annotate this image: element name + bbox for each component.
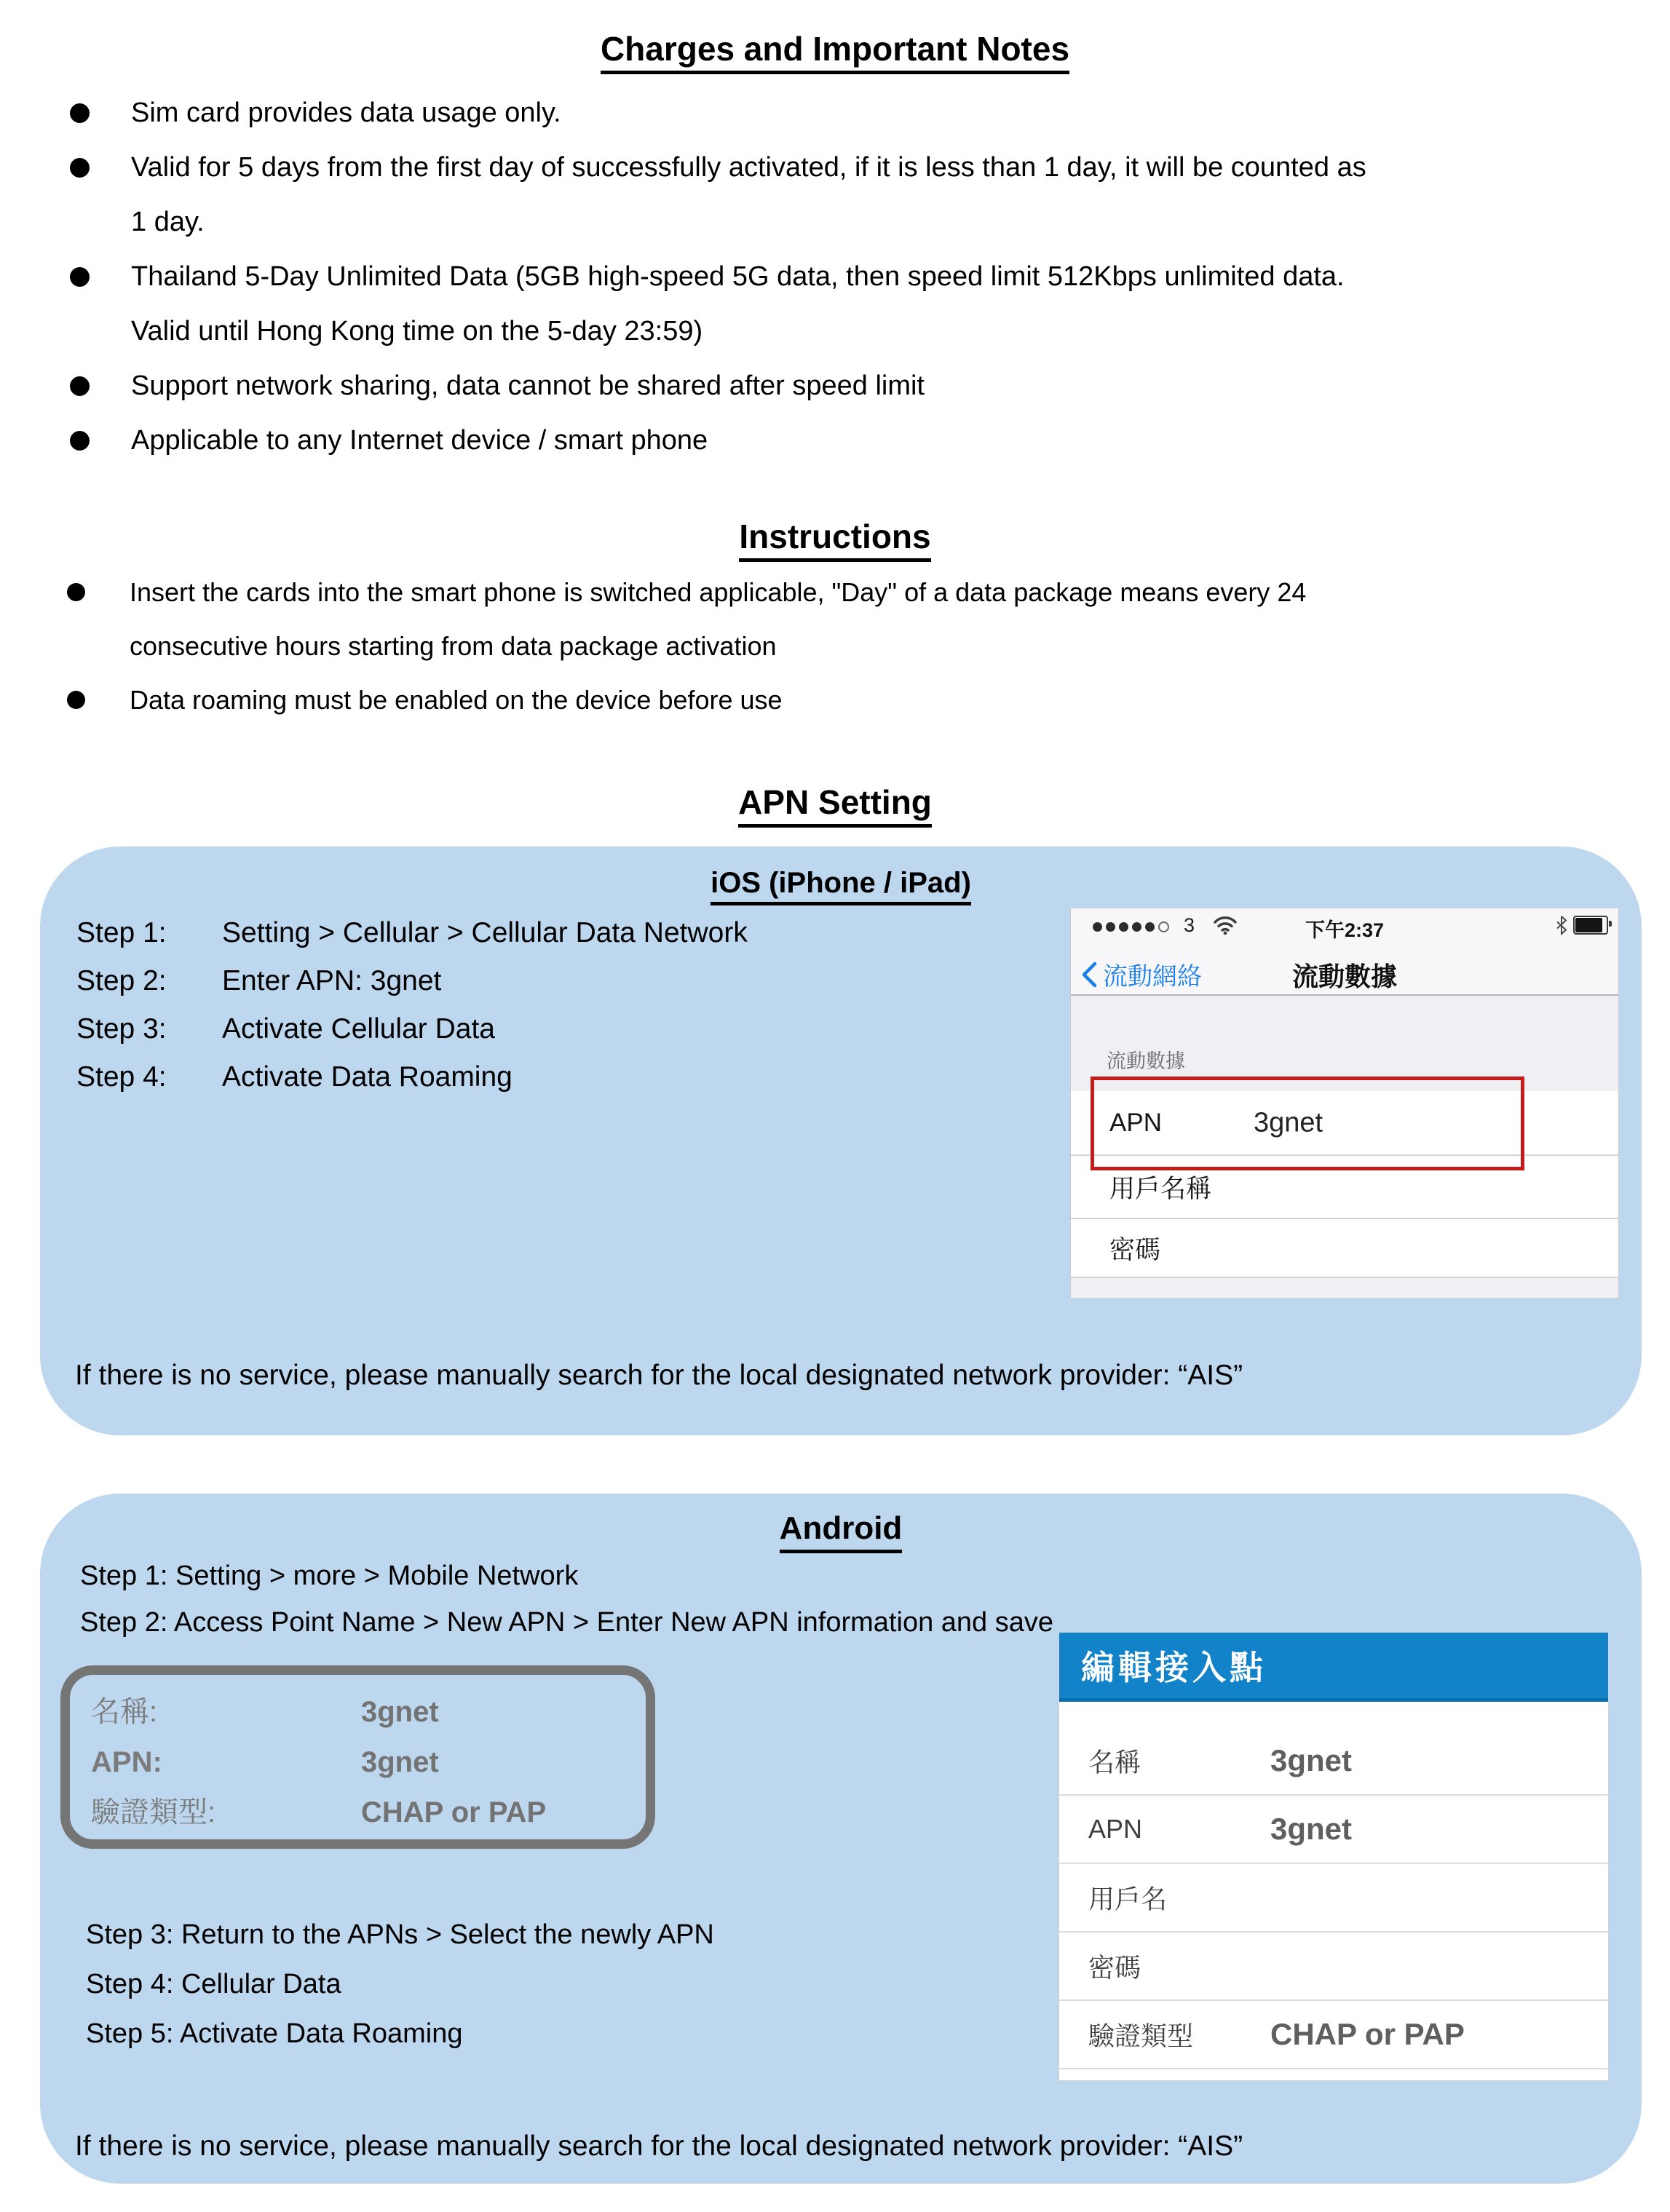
table-row-password	[1059, 1932, 1608, 2001]
charges-bullet-list	[0, 86, 1670, 468]
instructions-section	[0, 517, 1670, 562]
ios-nav-bar	[1071, 946, 1618, 996]
step-text: Step 1: Setting > more > Mobile Network	[80, 1561, 579, 1591]
apn-info-row	[70, 1687, 646, 1737]
table-row-password	[1071, 1219, 1618, 1278]
android-steps-bottom	[86, 1910, 714, 2058]
bullet-text: Insert the cards into the smart phone is switched applicable, "Day" of a data package means every 24	[130, 577, 1307, 607]
no-service-note: If there is no service, please manually search for the local designated network provider: “AIS”	[75, 2130, 1243, 2162]
apn-info-value: CHAP or PAP	[361, 1796, 547, 1828]
step-text: Step 2: Access Point Name > New APN > Enter New APN information and save	[80, 1607, 1053, 1638]
apn-info-row	[70, 1788, 646, 1838]
apn-setting-title: APN Setting	[738, 782, 932, 828]
step-text: Step 4: Cellular Data	[86, 1969, 341, 1999]
apn-setting-section	[0, 782, 1670, 828]
step-text: Step 3: Return to the APNs > Select the newly APN	[86, 1919, 714, 1950]
android-instructions-box	[40, 1494, 1642, 2184]
table-row-auth-type	[1059, 2001, 1608, 2069]
step-text: Activate Data Roaming	[222, 1061, 513, 1093]
row-label: 名稱	[1088, 1747, 1141, 1777]
android-box-title: Android	[780, 1509, 903, 1553]
bullet-text: Thailand 5-Day Unlimited Data (5GB high-speed 5G data, then speed limit 512Kbps unlimited data.	[131, 261, 1345, 292]
row-value: CHAP or PAP	[1270, 2017, 1465, 2051]
charges-section	[0, 0, 1670, 74]
apn-info-value: 3gnet	[361, 1746, 439, 1778]
apn-info-label: 名稱:	[91, 1696, 158, 1728]
list-item	[0, 250, 1670, 359]
list-item	[0, 566, 1670, 673]
table-row-username	[1059, 1864, 1608, 1932]
bullet-text: Data roaming must be enabled on the device before use	[130, 685, 783, 715]
bullet-text: Valid until Hong Kong time on the 5-day 23:59)	[131, 316, 703, 346]
apn-info-row	[70, 1737, 646, 1788]
list-item	[0, 140, 1670, 250]
section-label: 流動數據	[1107, 1050, 1185, 1072]
list-item	[0, 413, 1670, 468]
row-label: 用戶名稱	[1109, 1174, 1212, 1203]
step-row	[76, 1053, 748, 1101]
ios-box-title: iOS (iPhone / iPad)	[711, 865, 971, 905]
instructions-bullet-list	[0, 566, 1670, 727]
ios-status-bar	[1071, 908, 1618, 946]
page-title: Charges and Important Notes	[601, 29, 1069, 74]
step-text: Setting > Cellular > Cellular Data Network	[222, 917, 748, 948]
list-item	[0, 359, 1670, 413]
row-label: 用戶名	[1088, 1884, 1168, 1914]
android-apn-screenshot	[1059, 1633, 1608, 2080]
row-value: 3gnet	[1270, 1812, 1353, 1846]
row-label: APN	[1088, 1814, 1143, 1844]
step-text: Enter APN: 3gnet	[222, 965, 442, 996]
list-item	[0, 673, 1670, 727]
no-service-note: If there is no service, please manually search for the local designated network provider: “AIS”	[75, 1360, 1243, 1391]
row-label: 密碼	[1088, 1952, 1141, 1983]
bullet-text: Support network sharing, data cannot be shared after speed limit	[131, 370, 925, 401]
step-label: Step 4:	[76, 1061, 167, 1093]
battery-icon	[1573, 916, 1608, 935]
bullet-text: Sim card provides data usage only.	[131, 98, 561, 128]
ios-settings-screenshot	[1071, 908, 1618, 1298]
ios-instructions-box	[40, 847, 1642, 1435]
back-label: 流動網絡	[1103, 963, 1202, 991]
status-time: 下午2:37	[1305, 919, 1385, 941]
instructions-title: Instructions	[739, 517, 930, 562]
android-screen-header: 編輯接入點	[1059, 1633, 1608, 1702]
row-label: 密碼	[1109, 1235, 1161, 1264]
row-label: APN	[1109, 1108, 1162, 1137]
apn-info-box	[60, 1665, 655, 1849]
ios-steps-list	[76, 909, 748, 1101]
table-row-name	[1059, 1727, 1608, 1796]
bullet-text: Applicable to any Internet device / smart phone	[131, 425, 708, 456]
list-item	[0, 86, 1670, 140]
bullet-text: Valid for 5 days from the first day of successfully activated, if it is less than 1 day, it will be counted as	[131, 152, 1366, 183]
android-apn-table	[1059, 1727, 1608, 2069]
step-label: Step 2:	[76, 965, 167, 996]
bullet-text: 1 day.	[131, 207, 205, 237]
screen-title: 流動數據	[1291, 962, 1397, 991]
apn-info-label: 驗證類型:	[91, 1796, 216, 1828]
step-text: Activate Cellular Data	[222, 1013, 495, 1044]
bullet-text: consecutive hours starting from data package activation	[130, 631, 777, 661]
step-row	[76, 957, 748, 1005]
highlight-red-box	[1091, 1077, 1524, 1170]
android-steps-top	[80, 1553, 1053, 1646]
step-row	[76, 909, 748, 957]
step-label: Step 3:	[76, 1013, 167, 1044]
bluetooth-icon	[1556, 915, 1567, 935]
carrier-label: 3	[1184, 914, 1195, 936]
row-value: 3gnet	[1270, 1743, 1353, 1777]
row-value: 3gnet	[1254, 1107, 1323, 1138]
step-row	[76, 1005, 748, 1053]
apn-info-value: 3gnet	[361, 1696, 439, 1728]
row-label: 驗證類型	[1088, 2021, 1194, 2051]
apn-info-label: APN:	[91, 1746, 162, 1778]
step-text: Step 5: Activate Data Roaming	[86, 2018, 463, 2049]
step-label: Step 1:	[76, 917, 167, 948]
table-row-apn	[1059, 1796, 1608, 1864]
